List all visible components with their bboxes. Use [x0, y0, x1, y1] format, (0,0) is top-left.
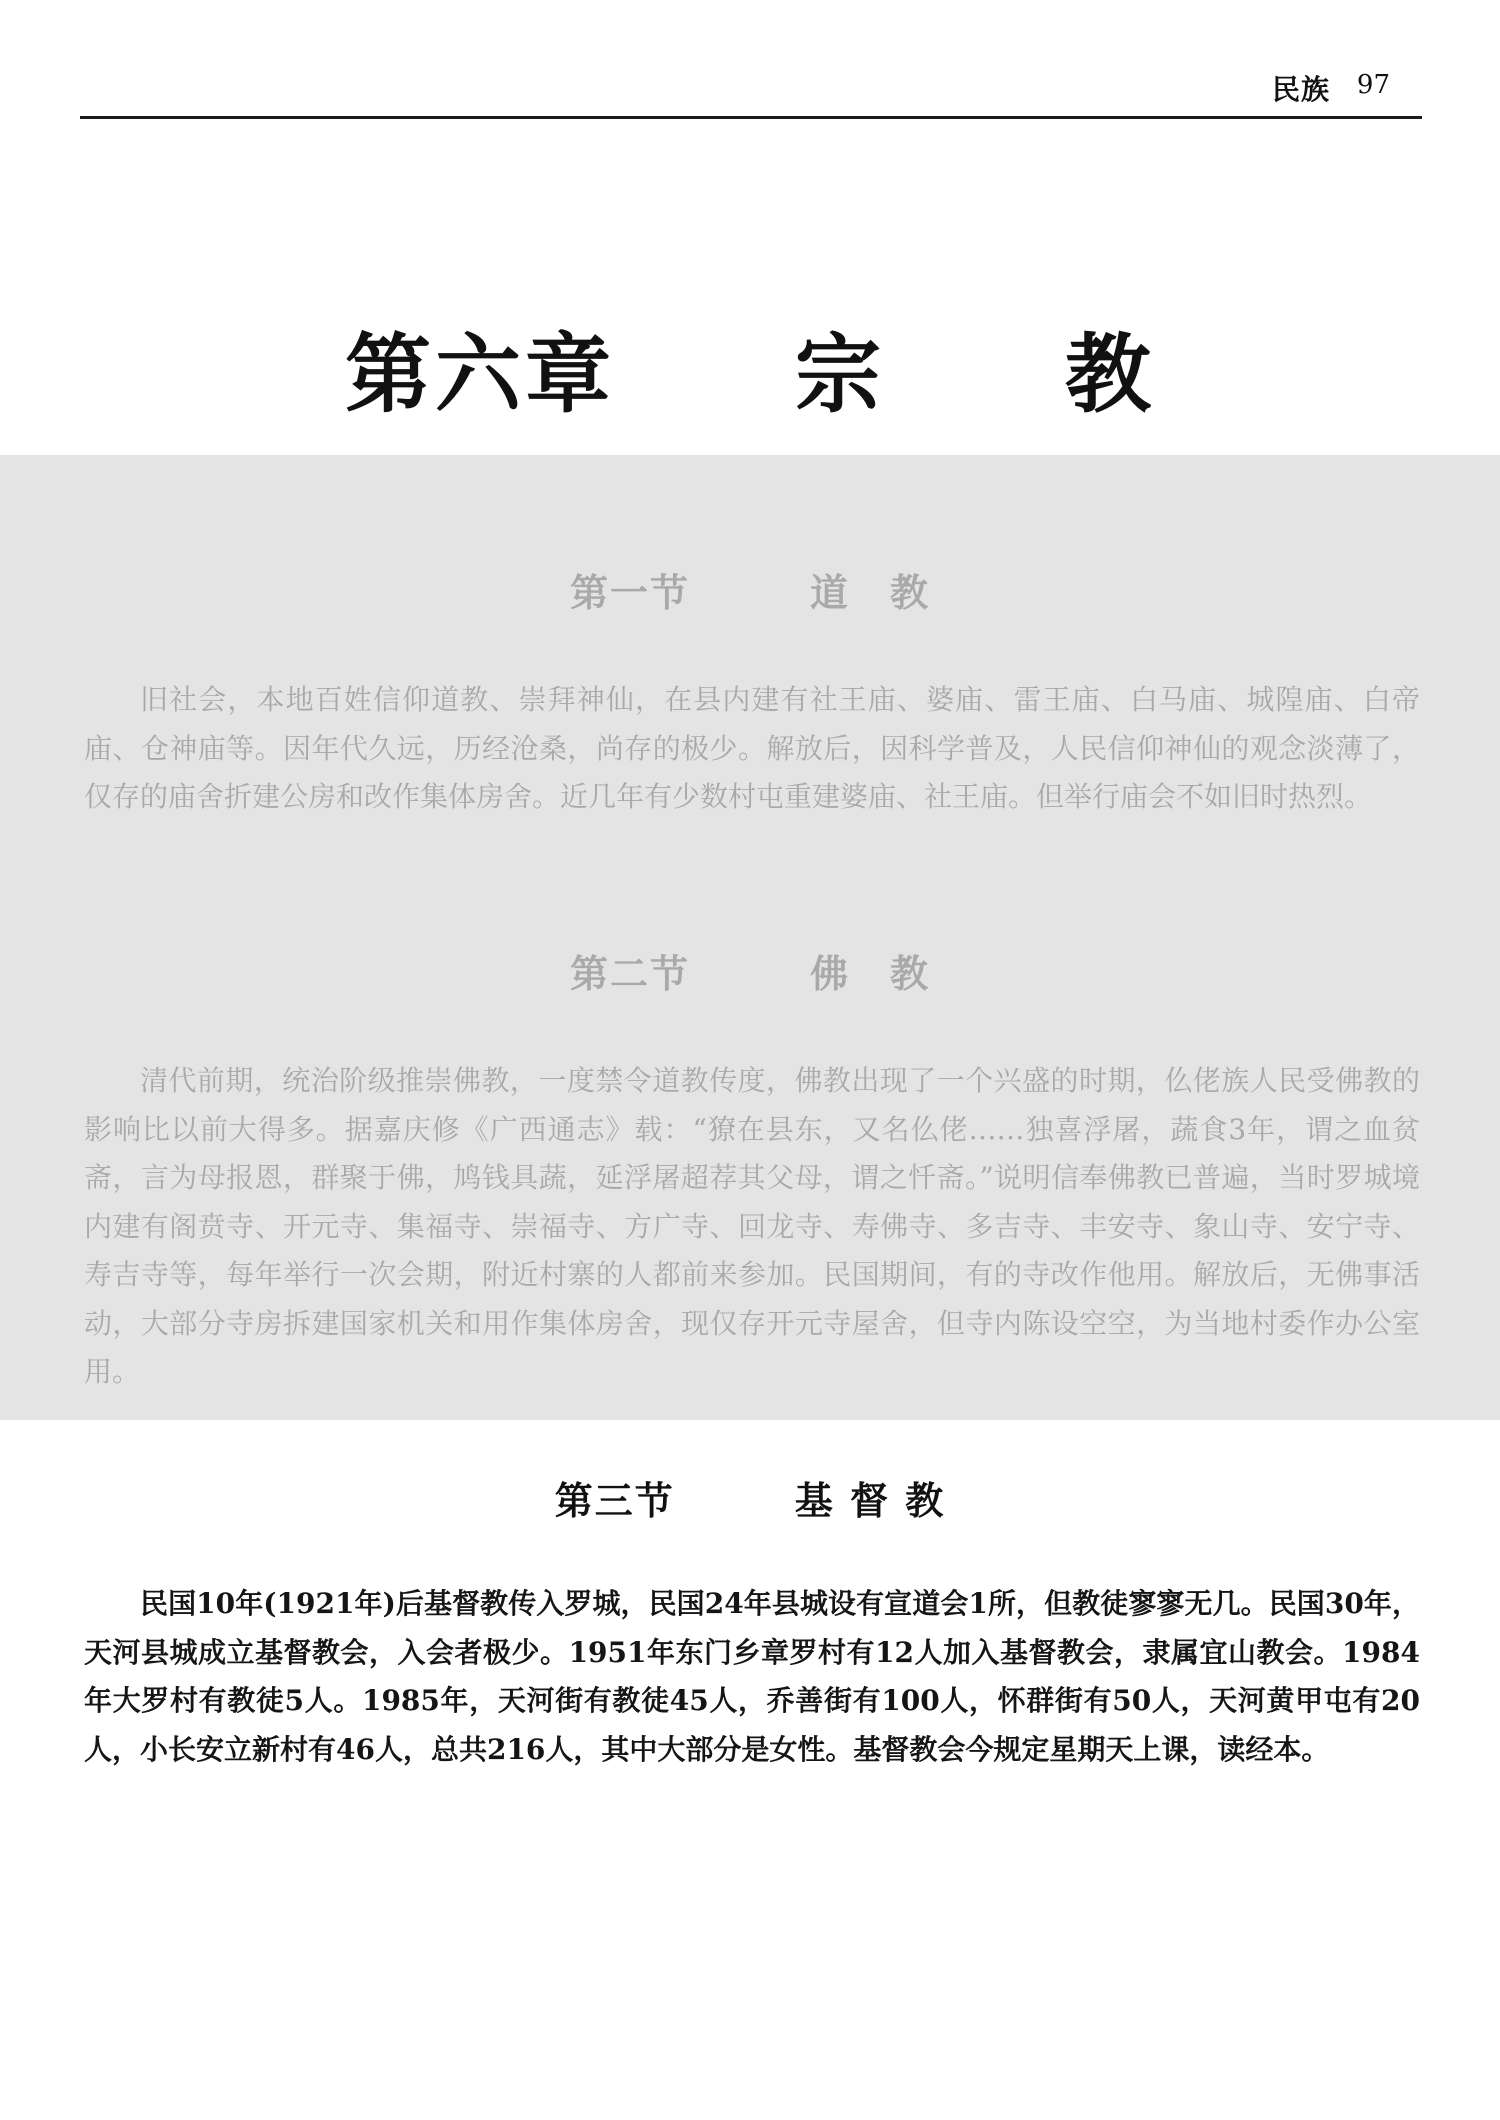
running-header-section: 民族 [1271, 73, 1330, 106]
paragraph-buddhism: 清代前期，统治阶级推崇佛教，一度禁令道教传度，佛教出现了一个兴盛的时期，仫佬族人民受佛教的影响比以前大得多。据嘉庆修《广西通志》载：“獠在县东，又名仫佬……独喜浮屠，蔬食3年，谓之血贫斋，言为母报恩，群聚于佛，鸠钱具蔬，延浮屠超荐其父母，谓之忏斋。”说明信奉佛教已普遍，当时罗城境内建有阁贲寺、开元寺、集福寺、崇福寺、方广寺、回龙寺、寿佛寺、多吉寺、丰安寺、象山寺、安宁寺、寿吉寺等，每年举行一次会期，附近村寨的人都前来参加。民国期间，有的寺改作他用。解放后，无佛事活动，大部分寺房拆建国家机关和用作集体房舍，现仅存开元寺屋舍，但寺内陈设空空，为当地村委作办公室用。 [84, 1064, 1420, 1388]
chapter-title: 第六章 宗 教 [345, 324, 1155, 425]
paragraph-taoism: 旧社会，本地百姓信仰道教、崇拜神仙，在县内建有社王庙、婆庙、雷王庙、白马庙、城隍庙、白帝庙、仓神庙等。因年代久远，历经沧桑，尚存的极少。解放后，因科学普及，人民信仰神仙的观念淡薄了，仅存的庙舍折建公房和改作集体房舍。近几年有少数村屯重建婆庙、社王庙。但举行庙会不如旧时热烈。 [84, 683, 1420, 813]
paragraph-christianity: 民国10年(1921年)后基督教传入罗城，民国24年县城设有宣道会1所，但教徒寥寥无几。民国30年，天河县城成立基督教会，入会者极少。1951年东门乡章罗村有12人加入基督教会，隶属宜山教会。1984年大罗村有教徒5人。1985年，天河街有教徒45人，乔善街有100人，怀群街有50人，天河黄甲屯有20人，小长安立新村有46人，总共216人，其中大部分是女性。基督教会今规定星期天上课，读经本。 [84, 1587, 1420, 1766]
running-header [80, 60, 1422, 119]
section-title-buddhism: 第二节 佛 教 [569, 952, 930, 996]
section-title-christianity: 第三节 基 督 教 [554, 1479, 946, 1523]
page-number: 97 [1356, 70, 1390, 100]
section-title-taoism: 第一节 道 教 [569, 571, 930, 615]
